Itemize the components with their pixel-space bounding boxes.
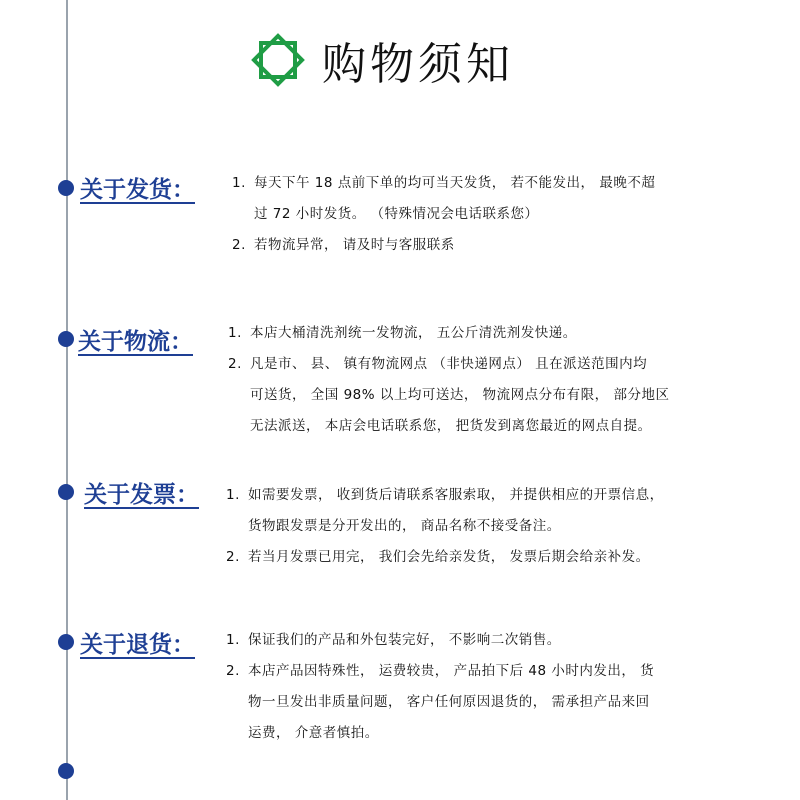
section-bullet-icon xyxy=(58,634,74,650)
item-list xyxy=(226,625,654,749)
page-header xyxy=(248,30,514,90)
item-line: 保证我们的产品和外包装完好， 不影响二次销售。 xyxy=(248,632,561,648)
list-item xyxy=(232,168,655,230)
item-line: 若物流异常， 请及时与客服联系 xyxy=(254,237,455,253)
item-number: 1. xyxy=(232,175,246,191)
item-number: 2. xyxy=(228,356,242,372)
list-item xyxy=(226,480,664,542)
list-item xyxy=(226,656,654,749)
item-list xyxy=(232,168,655,261)
section-bullet-icon xyxy=(58,180,74,196)
item-line: 若当月发票已用完， 我们会先给亲发货， 发票后期会给亲补发。 xyxy=(248,549,650,565)
item-line: 本店大桶清洗剂统一发物流， 五公斤清洗剂发快递。 xyxy=(250,325,577,341)
timeline-line xyxy=(66,0,68,800)
item-line: 货物跟发票是分开发出的， 商品名称不接受备注。 xyxy=(248,518,561,534)
page-title: 购物须知 xyxy=(322,39,514,90)
item-line: 无法派送， 本店会电话联系您， 把货发到离您最近的网点自提。 xyxy=(250,418,652,434)
section-heading: 关于发货： xyxy=(80,177,195,203)
list-item xyxy=(228,349,669,442)
section-heading: 关于发票： xyxy=(84,482,199,508)
section-heading: 关于退货： xyxy=(80,632,195,658)
list-item xyxy=(228,318,669,349)
timeline-end-dot-icon xyxy=(58,763,74,779)
item-number: 2. xyxy=(232,237,246,253)
diamond-logo-icon xyxy=(248,30,308,90)
item-number: 1. xyxy=(228,325,242,341)
list-item xyxy=(226,542,664,573)
item-list xyxy=(228,318,669,442)
list-item xyxy=(232,230,655,261)
item-line: 物一旦发出非质量问题， 客户任何原因退货的， 需承担产品来回 xyxy=(248,694,650,710)
item-line: 如需要发票， 收到货后请联系客服索取， 并提供相应的开票信息， xyxy=(248,487,664,503)
item-list xyxy=(226,480,664,573)
item-line: 凡是市、 县、 镇有物流网点 （非快递网点） 且在派送范围内均 xyxy=(250,356,648,372)
section-heading: 关于物流： xyxy=(78,329,193,355)
item-line: 运费， 介意者慎拍。 xyxy=(248,725,379,741)
item-number: 1. xyxy=(226,487,240,503)
section-bullet-icon xyxy=(58,331,74,347)
list-item xyxy=(226,625,654,656)
item-line: 可送货， 全国 98% 以上均可送达， 物流网点分布有限， 部分地区 xyxy=(250,387,670,403)
item-line: 本店产品因特殊性， 运费较贵， 产品拍下后 48 小时内发出， 货 xyxy=(248,663,655,679)
section-bullet-icon xyxy=(58,484,74,500)
item-line: 过 72 小时发货。 （特殊情况会电话联系您） xyxy=(254,206,539,222)
item-number: 1. xyxy=(226,632,240,648)
item-number: 2. xyxy=(226,663,240,679)
item-line: 每天下午 18 点前下单的均可当天发货， 若不能发出， 最晚不超 xyxy=(254,175,656,191)
item-number: 2. xyxy=(226,549,240,565)
